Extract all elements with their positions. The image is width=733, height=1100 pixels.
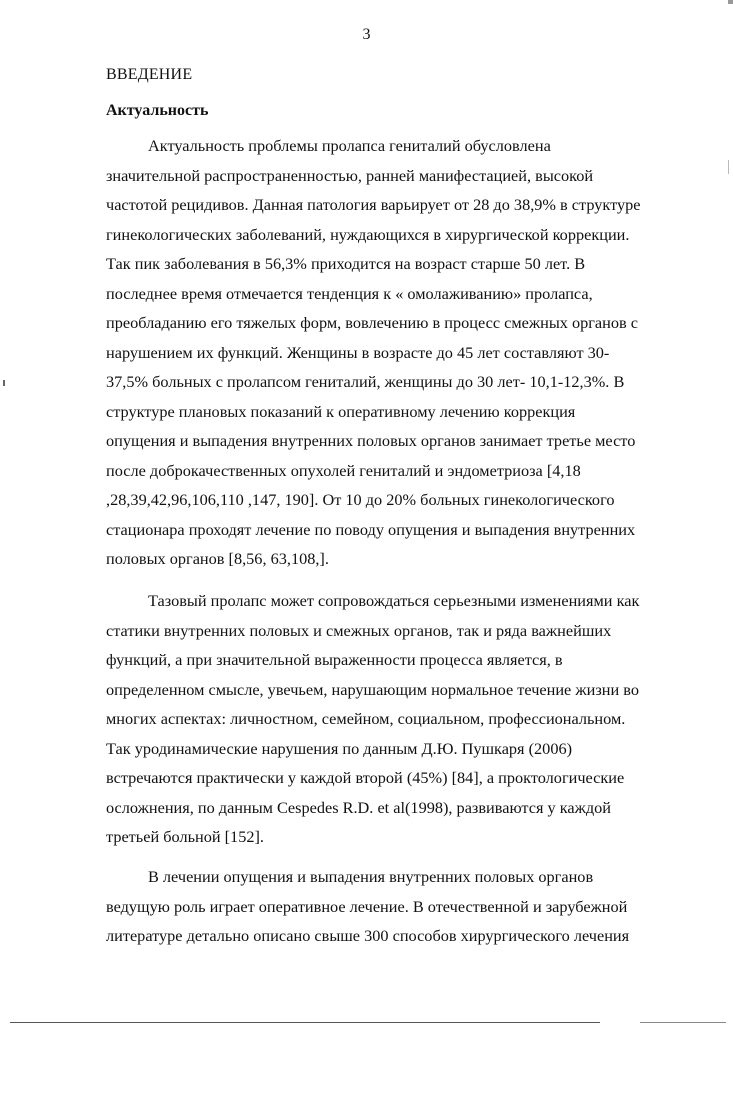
text-line: Тазовый пролапс может сопровождаться серьезными изменениями как <box>148 591 640 610</box>
text-line: гинекологических заболеваний, нуждающихся в хирургической коррекции. <box>106 224 630 244</box>
text-line: третьей больной [152]. <box>106 827 264 846</box>
paragraph-relevance <box>106 131 706 574</box>
text-line: стационара проходят лечение по поводу опущения и выпадения внутренних <box>106 519 636 539</box>
section-heading: ВВЕДЕНИЕ <box>106 66 193 83</box>
text-line: многих аспектах: личностном, семейном, социальном, профессиональном. <box>106 709 626 728</box>
text-line: Так уродинамические нарушения по данным Д.Ю. Пушкаря (2006) <box>106 738 573 758</box>
text-line: Так пик заболевания в 56,3% приходится на возраст старше 50 лет. В <box>106 254 586 273</box>
text-line: значительной распространенностью, ранней манифестацией, высокой <box>106 165 594 185</box>
text-line: встречаются практически у каждой второй (45%) [84], а проктологические <box>106 768 625 787</box>
text-line: после доброкачественных опухолей гениталий и эндометриоза [4,18 <box>106 460 581 480</box>
text-line: структуре плановых показаний к оперативному лечению коррекция <box>106 401 576 421</box>
text-line: половых органов [8,56, 63,108,]. <box>106 549 329 568</box>
text-line: последнее время отмечается тенденция к « омолаживанию» пролапса, <box>106 283 593 303</box>
text-line: опущения и выпадения внутренних половых органов занимает третье место <box>106 431 636 450</box>
text-line: ведущую роль играет оперативное лечение. В отечественной и зарубежной <box>106 896 628 916</box>
text-line: осложнения, по данным Cespedes R.D. et al(1998), развиваются у каждой <box>106 797 611 817</box>
text-line: ,28,39,42,96,106,110 ,147, 190]. От 10 до 20% больных гинекологического <box>106 490 615 509</box>
scan-border-line <box>640 1022 726 1023</box>
scan-border-line <box>10 1022 600 1023</box>
scan-artifact <box>3 380 5 386</box>
text-line: В лечении опущения и выпадения внутренних половых органов <box>148 867 594 886</box>
page-number: 3 <box>362 26 371 43</box>
text-line: 37,5% больных с пролапсом гениталий, женщины до 30 лет- 10,1-12,3%. В <box>106 372 625 391</box>
text-line: литературе детально описано свыше 300 способов хирургического лечения <box>106 926 630 945</box>
text-line: нарушением их функций. Женщины в возрасте до 45 лет составляют 30- <box>106 342 610 362</box>
paragraph-treatment <box>106 862 706 951</box>
paragraph-pelvic-prolapse <box>106 586 706 852</box>
text-line: частотой рецидивов. Данная патология варьирует от 28 до 38,9% в структуре <box>106 195 641 214</box>
text-line: функций, а при значительной выраженности процесса является, в <box>106 650 563 669</box>
text-line: статики внутренних половых и смежных органов, так и ряда важнейших <box>106 620 612 640</box>
text-line: преобладанию его тяжелых форм, вовлечению в процесс смежных органов с <box>106 313 639 332</box>
subsection-heading: Актуальность <box>106 102 209 119</box>
scan-artifact <box>728 0 733 4</box>
scan-artifact <box>728 160 729 174</box>
text-line: определенном смысле, увечьем, нарушающим нормальное течение жизни во <box>106 679 639 699</box>
text-line: Актуальность проблемы пролапса гениталий обусловлена <box>148 136 551 155</box>
